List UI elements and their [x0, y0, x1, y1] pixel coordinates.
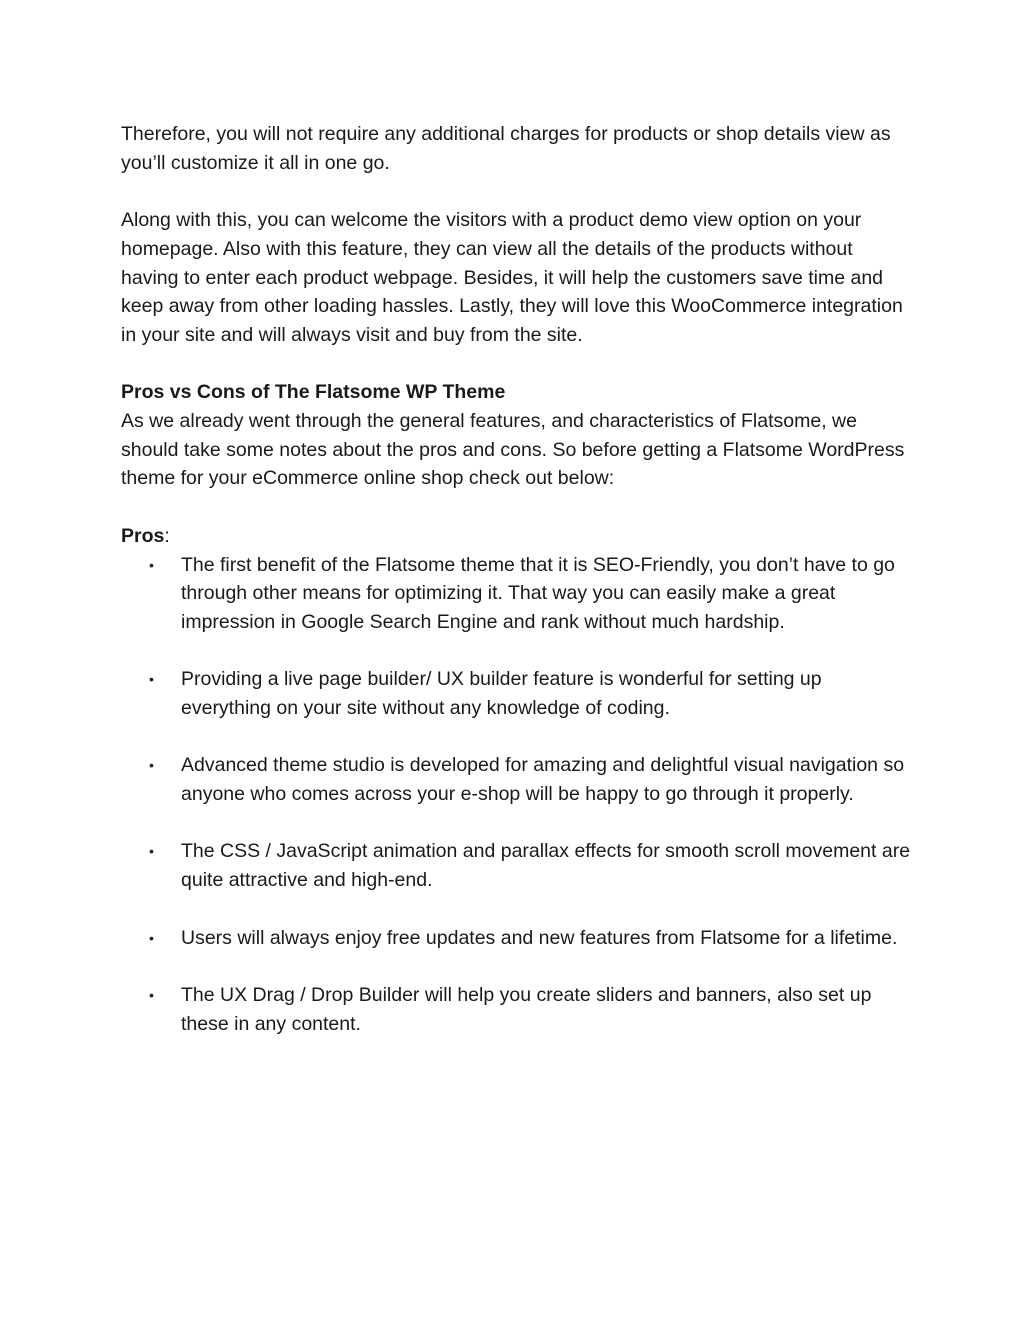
bullet-icon: •	[149, 929, 154, 946]
document-body	[121, 120, 911, 1067]
pros-label-text: Pros	[121, 524, 165, 547]
list-item-text: The CSS / JavaScript animation and parallax effects for smooth scroll movement are quite attractive and high-end.	[181, 840, 911, 892]
section-heading: Pros vs Cons of The Flatsome WP Theme	[121, 381, 506, 404]
list-item	[121, 751, 911, 808]
list-item	[121, 837, 911, 894]
section-intro: As we already went through the general features, and characteristics of Flatsome, we should take some notes about the pros and cons. So before getting a Flatsome WordPress theme for your eCommerce online shop check out below:	[121, 410, 905, 490]
bullet-icon: •	[149, 556, 154, 573]
list-item	[121, 924, 911, 953]
bullet-icon: •	[149, 671, 154, 688]
bullet-icon: •	[149, 986, 154, 1003]
list-item-text: Users will always enjoy free updates and new features from Flatsome for a lifetime.	[181, 926, 898, 949]
list-item	[121, 551, 911, 637]
pros-label	[121, 522, 911, 551]
bullet-icon: •	[149, 757, 154, 774]
list-item	[121, 665, 911, 722]
list-item	[121, 981, 911, 1038]
pros-list	[121, 551, 911, 1039]
list-item-text: Providing a live page builder/ UX builder feature is wonderful for setting up everything on your site without any knowledge of coding.	[181, 668, 822, 719]
list-item-text: Advanced theme studio is developed for amazing and delightful visual navigation so anyone who comes across your e-shop will be happy to go through it properly.	[181, 754, 905, 806]
list-item-text: The first benefit of the Flatsome theme that it is SEO-Friendly, you don’t have to go through other means for optimizing it. That way you can easily make a great impression in Google Search Engine and rank without much hardship.	[181, 553, 895, 633]
paragraph-shop-details: Therefore, you will not require any additional charges for products or shop details view as you’ll customize it all in one go.	[121, 123, 891, 174]
paragraph-product-demo: Along with this, you can welcome the visitors with a product demo view option on your homepage. Also with this feature, they can view all the details of the products without having to enter each product webpage. Besides, it will help the customers save time and keep away from other loading hassles. Lastly, they will love this WooCommerce integration in your site and will always visit and buy from the site.	[121, 209, 903, 346]
bullet-icon: •	[149, 843, 154, 860]
pros-label-colon: :	[164, 524, 170, 547]
list-item-text: The UX Drag / Drop Builder will help you create sliders and banners, also set up these in any content.	[181, 983, 872, 1035]
